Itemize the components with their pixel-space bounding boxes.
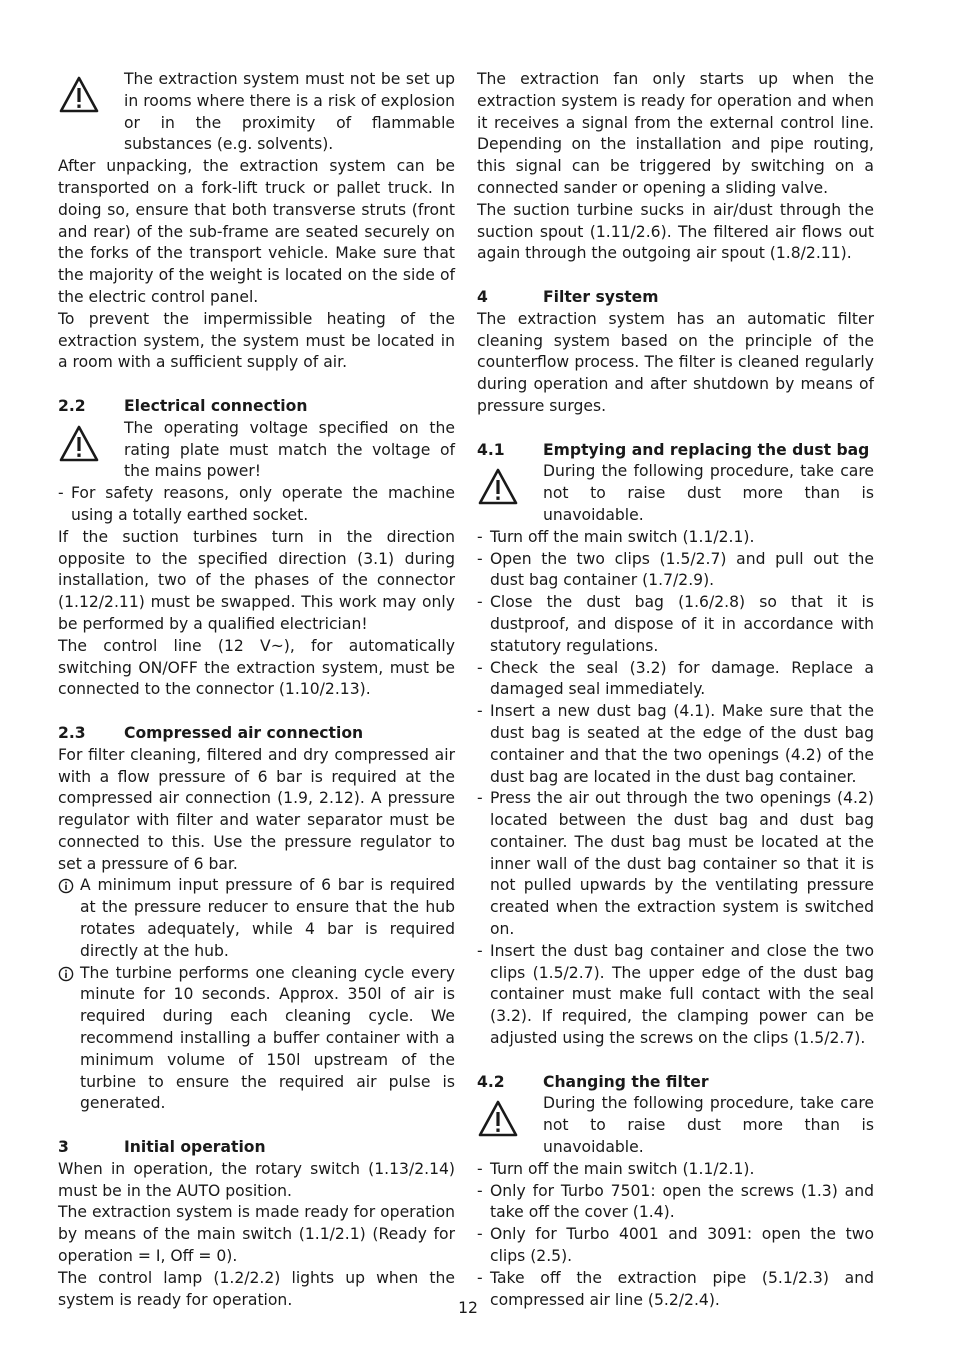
info-note	[58, 875, 455, 962]
section-heading-2-2	[58, 396, 455, 418]
section-title: Electrical connection	[124, 396, 308, 415]
list-item: - Open the two clips (1.5/2.7) and pull out the dust bag container (1.7/2.9).	[477, 549, 874, 593]
section-heading-4	[477, 287, 874, 309]
info-note-text: A minimum input pressure of 6 bar is required at the pressure reducer to ensure that the hub rotates adequately, while 4 bar is required directly at the hub.	[80, 876, 455, 960]
section-number: 3	[58, 1138, 69, 1157]
info-note-text: The turbine performs one cleaning cycle every minute for 10 seconds. Approx. 350l of air is required during each cleaning cycle. We recommend installing a buffer container with a minimum volume of 150l upstream of the turbine to ensure the required air pulse is generated.	[80, 963, 455, 1113]
list-item: - Close the dust bag (1.6/2.8) so that it is dustproof, and dispose of it in accordance with statutory regulations.	[477, 592, 874, 657]
info-icon	[58, 875, 80, 894]
list-item: - Turn off the main switch (1.1/2.1).	[477, 1159, 874, 1181]
list-item: - Take off the extraction pipe (5.1/2.3) and compressed air line (5.2/2.4).	[477, 1268, 874, 1312]
dust-warning-text: During the following procedure, take care not to raise dust more than is unavoidable.	[543, 1094, 874, 1157]
filter-change-steps	[477, 1159, 874, 1312]
warning-triangle-icon	[477, 1093, 543, 1139]
control-line-paragraph: The control line (12 V~), for automatically switching ON/OFF the extraction system, must be connected to the connector (1.10/2.13).	[58, 636, 455, 699]
phase-paragraph: If the suction turbines turn in the direction opposite to the specified direction (3.1) during installation, two of the phases of the connector (1.12/2.11) must be swapped. This work may only be performed by a qualified electrician!	[58, 527, 455, 633]
section-title: Initial operation	[124, 1138, 266, 1157]
list-item: - Check the seal (3.2) for damage. Replace a damaged seal immediately.	[477, 658, 874, 702]
info-note	[58, 963, 455, 1116]
dust-warning	[477, 1093, 874, 1158]
list-item: - Insert a new dust bag (4.1). Make sure that the dust bag is seated at the edge of the dust bag container and that the two openings (4.2) of the dust bag are located in the dust bag container.	[477, 701, 874, 788]
section-number: 4.2	[477, 1072, 505, 1091]
section-title: Emptying and replacing the dust bag	[543, 440, 870, 459]
section-heading-4-2	[477, 1072, 874, 1094]
voltage-warning-text: The operating voltage specified on the rating plate must match the voltage of the mains power!	[124, 418, 455, 481]
explosion-warning-text: The extraction system must not be set up in rooms where there is a risk of explosion or in the proximity of flammable substances (e.g. solvents).	[124, 70, 455, 154]
info-icon	[58, 963, 80, 982]
section-heading-2-3	[58, 723, 455, 745]
main-switch-paragraph: The extraction system is made ready for operation by means of the main switch (1.1/2.1) (Ready for operation = I, Off = 0).	[58, 1203, 455, 1266]
dust-warning	[477, 461, 874, 526]
page-number: 12	[458, 1299, 478, 1317]
filter-system-paragraph: The extraction system has an automatic filter cleaning system based on the principle of the counterflow process. The filter is cleaned regularly during operation and after shutdown by means of pressure surges.	[477, 309, 874, 415]
control-lamp-paragraph: The control lamp (1.2/2.2) lights up when the system is ready for operation.	[58, 1268, 455, 1309]
list-item: - Only for Turbo 7501: open the screws (1.3) and take off the cover (1.4).	[477, 1181, 874, 1225]
section-title: Filter system	[543, 287, 659, 306]
list-item: - Press the air out through the two openings (4.2) located between the dust bag and dust bag container. The dust bag must be located at the inner wall of the dust bag container so that it is not pulled upwards by the ventilating pressure created when the extraction system is switched on.	[477, 788, 874, 941]
dust-bag-steps	[477, 527, 874, 1050]
section-heading-4-1	[477, 440, 874, 462]
dust-warning-text: During the following procedure, take care not to raise dust more than is unavoidable.	[543, 462, 874, 524]
section-heading-3	[58, 1137, 455, 1159]
explosion-warning	[58, 69, 455, 156]
unpacking-paragraph: After unpacking, the extraction system can be transported on a fork-lift truck or pallet truck. In doing so, ensure that both transverse struts (front and rear) of the sub-frame are seated securely on the forks of the transport vehicle. Make sure that the majority of the weight is located on the side of the electric control panel.	[58, 157, 455, 306]
warning-triangle-icon	[477, 461, 543, 507]
section-number: 2.3	[58, 723, 86, 742]
list-item: - Insert the dust bag container and close the two clips (1.5/2.7). The upper edge of the dust bag container must make full contact with the seal (3.2). If required, the clamping power can be adjusted using the screws on the clips (1.5/2.7).	[477, 941, 874, 1050]
voltage-warning	[58, 418, 455, 483]
turbine-paragraph: The suction turbine sucks in air/dust through the suction spout (1.11/2.6). The filtered air flows out again through the outgoing air spout (1.8/2.11).	[477, 200, 874, 263]
compressed-air-paragraph: For filter cleaning, filtered and dry compressed air with a flow pressure of 6 bar is required at the compressed air connection (1.9, 2.12). A pressure regulator with filter and water separator must be connected to this. Use the pressure regulator to set a pressure of 6 bar.	[58, 745, 455, 873]
section-title: Changing the filter	[543, 1072, 709, 1091]
left-column	[58, 69, 455, 1311]
list-item: - Turn off the main switch (1.1/2.1).	[477, 527, 874, 549]
warning-triangle-icon	[58, 69, 124, 115]
list-item: - For safety reasons, only operate the machine using a totally earthed socket.	[58, 483, 455, 527]
right-column	[477, 69, 874, 1311]
section-title: Compressed air connection	[124, 723, 364, 742]
list-item: - Only for Turbo 4001 and 3091: open the two clips (2.5).	[477, 1224, 874, 1268]
section-number: 4.1	[477, 440, 505, 459]
heating-paragraph: To prevent the impermissible heating of the extraction system, the system must be located in a room with a sufficient supply of air.	[58, 309, 455, 372]
section-number: 4	[477, 287, 488, 306]
section-number: 2.2	[58, 396, 86, 415]
warning-triangle-icon	[58, 418, 124, 464]
electrical-list	[58, 483, 455, 527]
fan-paragraph: The extraction fan only starts up when the extraction system is ready for operation and when it receives a signal from the external control line. Depending on the installation and pipe routing, this signal can be triggered by switching on a connected sander or opening a sliding valve.	[477, 70, 874, 197]
rotary-switch-paragraph: When in operation, the rotary switch (1.13/2.14) must be in the AUTO position.	[58, 1159, 455, 1200]
